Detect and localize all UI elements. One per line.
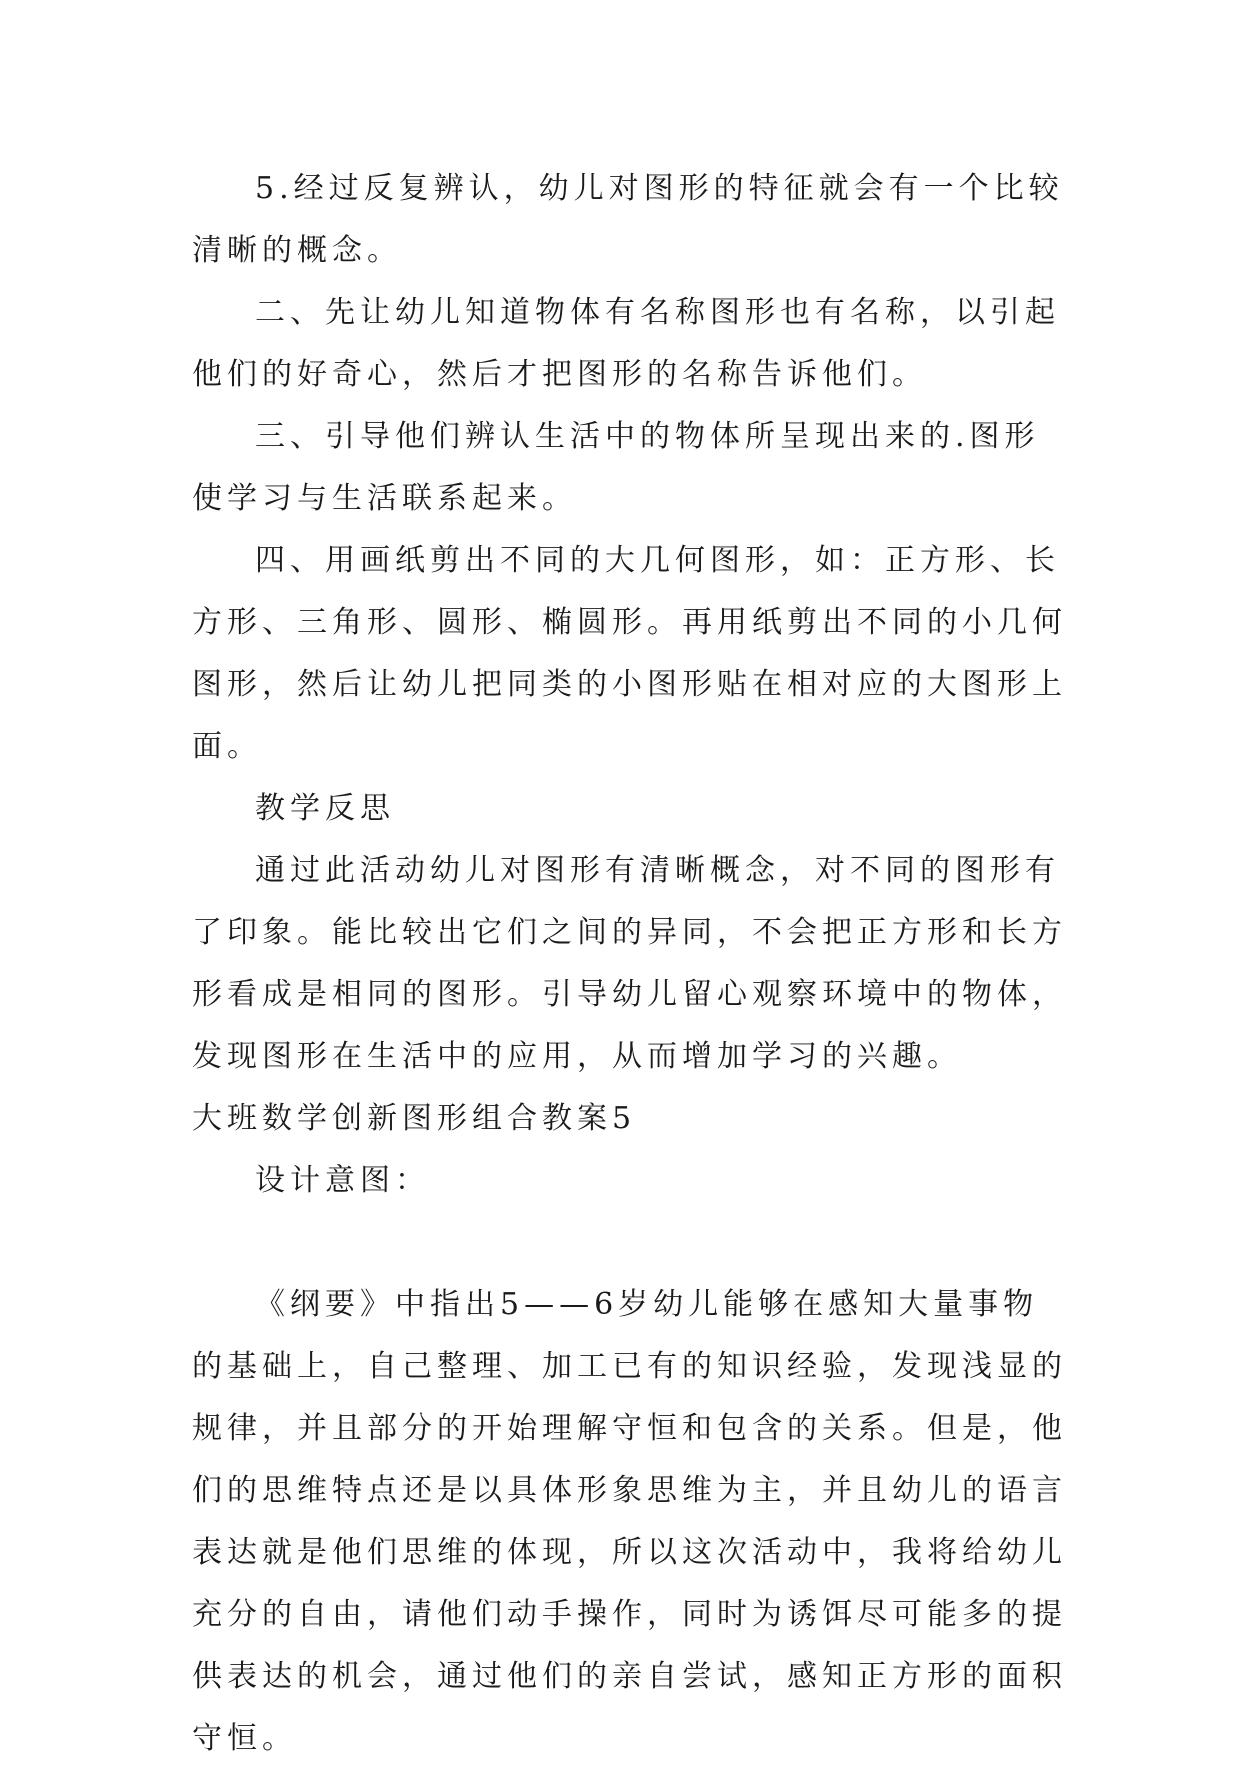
design-intent-text: 《纲要》中指出5——6岁幼儿能够在感知大量事物的基础上，自己整理、加工已有的知识经验，发现浅显的规律，并且部分的开始理解守恒和包含的关系。但是，他们的思维特点还是以具体形象思维为主，并且幼儿的语言表达就是他们思维的体现，所以这次活动中，我将给幼儿充分的自由，请他们动手操作，同时为诱饵尽可能多的提供表达的机会，通过他们的亲自尝试，感知正方形的面积守恒。 xyxy=(192,1287,1067,1756)
paragraph-step-2: 二、先让幼儿知道物体有名称图形也有名称，以引起他们的好奇心，然后才把图形的名称告诉他们。 xyxy=(192,295,1060,392)
teaching-reflection-heading: 教学反思 xyxy=(255,791,395,826)
paragraph-step-5: 5.经过反复辨认，幼儿对图形的特征就会有一个比较清晰的概念。 xyxy=(192,171,1064,268)
paragraph-step-3: 三、引导他们辨认生活中的物体所呈现出来的.图形使学习与生活联系起来。 xyxy=(192,419,1040,516)
teaching-reflection-text: 通过此活动幼儿对图形有清晰概念，对不同的图形有了印象。能比较出它们之间的异同，不会把正方形和长方形看成是相同的图形。引导幼儿留心观察环境中的物体，发现图形在生活中的应用，从而增加学习的兴趣。 xyxy=(192,853,1067,1074)
design-intent-label: 设计意图： xyxy=(255,1163,430,1198)
document-body xyxy=(192,158,1072,1770)
section-title: 大班数学创新图形组合教案5 xyxy=(192,1101,637,1136)
paragraph-step-4: 四、用画纸剪出不同的大几何图形，如：正方形、长方形、三角形、圆形、椭圆形。再用纸剪出不同的小几何图形，然后让幼儿把同类的小图形贴在相对应的大图形上面。 xyxy=(192,543,1067,764)
blank-line xyxy=(192,1212,1072,1274)
